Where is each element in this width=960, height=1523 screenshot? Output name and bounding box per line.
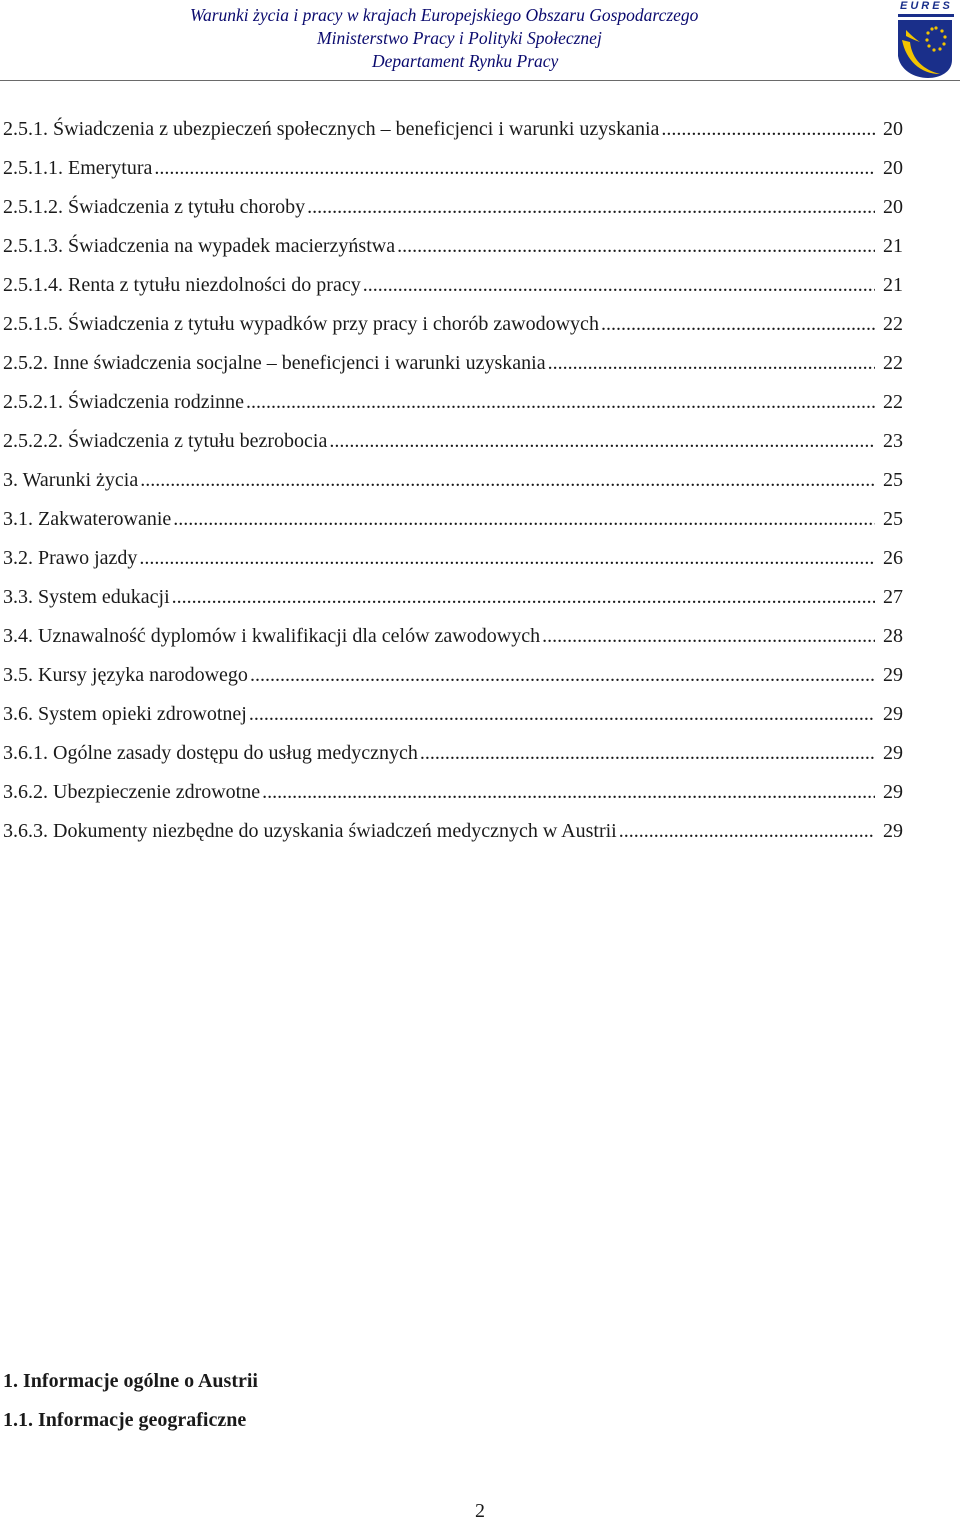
toc-dot-leader	[420, 741, 875, 765]
toc-entry[interactable]	[3, 702, 903, 741]
header-text-block	[190, 4, 770, 73]
toc-entry-page: 25	[883, 508, 903, 530]
toc-entry-page: 29	[883, 703, 903, 725]
toc-entry[interactable]	[3, 468, 903, 507]
toc-dot-leader	[661, 117, 875, 141]
toc-entry-page: 22	[883, 313, 903, 335]
toc-entry[interactable]	[3, 429, 903, 468]
toc-entry-label: 3.2. Prawo jazdy	[3, 547, 138, 569]
toc-entry-page: 25	[883, 469, 903, 491]
header-line-title: Warunki życia i pracy w krajach Europejskiego Obszaru Gospodarczego	[190, 5, 699, 25]
toc-entry[interactable]	[3, 624, 903, 663]
section-heading: 1. Informacje ogólne o Austrii	[3, 1370, 258, 1392]
toc-entry[interactable]	[3, 234, 903, 273]
toc-entry-page: 26	[883, 547, 903, 569]
toc-entry-page: 29	[883, 820, 903, 842]
toc-entry[interactable]	[3, 507, 903, 546]
header-divider	[0, 80, 960, 81]
toc-dot-leader	[139, 546, 875, 570]
toc-entry-page: 20	[883, 157, 903, 179]
toc-entry[interactable]	[3, 585, 903, 624]
toc-entry-page: 20	[883, 196, 903, 218]
toc-entry-label: 2.5.2.1. Świadczenia rodzinne	[3, 391, 245, 413]
toc-dot-leader	[397, 234, 875, 258]
toc-entry-page: 20	[883, 118, 903, 140]
eures-logo-text: EURES	[900, 0, 953, 12]
toc-entry[interactable]	[3, 390, 903, 429]
toc-entry-page: 27	[883, 586, 903, 608]
toc-dot-leader	[307, 195, 875, 219]
toc-entry-page: 21	[883, 235, 903, 257]
toc-entry-label: 2.5.1. Świadczenia z ubezpieczeń społecznych – beneficjenci i warunki uzyskania	[3, 118, 660, 140]
toc-entry-label: 3.5. Kursy języka narodowego	[3, 664, 248, 686]
toc-dot-leader	[140, 468, 875, 492]
toc-entry[interactable]	[3, 156, 903, 195]
toc-entry[interactable]	[3, 741, 903, 780]
toc-dot-leader	[172, 585, 875, 609]
toc-dot-leader	[542, 624, 875, 648]
toc-entry-label: 3.3. System edukacji	[3, 586, 170, 608]
toc-entry[interactable]	[3, 780, 903, 819]
header-line-department: Departament Rynku Pracy	[372, 51, 559, 71]
toc-entry[interactable]	[3, 273, 903, 312]
toc-entry[interactable]	[3, 312, 903, 351]
toc-dot-leader	[548, 351, 875, 375]
toc-entry-label: 2.5.1.3. Świadczenia na wypadek macierzyństwa	[3, 235, 396, 257]
toc-entry[interactable]	[3, 351, 903, 390]
toc-dot-leader	[173, 507, 875, 531]
toc-entry-label: 2.5.1.4. Renta z tytułu niezdolności do pracy	[3, 274, 361, 296]
toc-entry-page: 22	[883, 352, 903, 374]
toc-entry-label: 3.4. Uznawalność dyplomów i kwalifikacji dla celów zawodowych	[3, 625, 541, 647]
toc-entry[interactable]	[3, 546, 903, 585]
toc-entry-label: 2.5.2.2. Świadczenia z tytułu bezrobocia	[3, 430, 328, 452]
page-header	[0, 0, 960, 88]
eures-logo	[892, 0, 960, 80]
toc-dot-leader	[329, 429, 875, 453]
toc-entry-label: 3. Warunki życia	[3, 469, 139, 491]
toc-entry[interactable]	[3, 819, 903, 858]
toc-dot-leader	[154, 156, 875, 180]
toc-entry-page: 28	[883, 625, 903, 647]
toc-entry-label: 3.1. Zakwaterowanie	[3, 508, 172, 530]
toc-entry[interactable]	[3, 663, 903, 702]
toc-entry-label: 3.6.3. Dokumenty niezbędne do uzyskania świadczeń medycznych w Austrii	[3, 820, 617, 842]
toc-dot-leader	[363, 273, 875, 297]
table-of-contents	[3, 117, 903, 858]
toc-entry-label: 2.5.1.2. Świadczenia z tytułu choroby	[3, 196, 306, 218]
page-number: 2	[475, 1500, 485, 1522]
subsection-heading: 1.1. Informacje geograficzne	[3, 1409, 247, 1431]
toc-entry-page: 29	[883, 742, 903, 764]
toc-entry[interactable]	[3, 195, 903, 234]
toc-dot-leader	[619, 819, 875, 843]
eures-logo-icon	[892, 0, 960, 80]
header-line-ministry: Ministerstwo Pracy i Polityki Społecznej	[317, 28, 602, 48]
toc-entry-label: 3.6.1. Ogólne zasady dostępu do usług medycznych	[3, 742, 418, 764]
toc-entry-label: 2.5.1.1. Emerytura	[3, 157, 153, 179]
toc-dot-leader	[262, 780, 875, 804]
toc-entry-label: 2.5.2. Inne świadczenia socjalne – beneficjenci i warunki uzyskania	[3, 352, 546, 374]
toc-entry[interactable]	[3, 117, 903, 156]
toc-entry-label: 3.6.2. Ubezpieczenie zdrowotne	[3, 781, 261, 803]
toc-entry-page: 23	[883, 430, 903, 452]
toc-dot-leader	[601, 312, 875, 336]
toc-entry-page: 29	[883, 781, 903, 803]
toc-entry-page: 29	[883, 664, 903, 686]
toc-entry-page: 21	[883, 274, 903, 296]
toc-dot-leader	[246, 390, 875, 414]
toc-entry-label: 3.6. System opieki zdrowotnej	[3, 703, 247, 725]
toc-entry-label: 2.5.1.5. Świadczenia z tytułu wypadków przy pracy i chorób zawodowych	[3, 313, 599, 335]
toc-dot-leader	[249, 702, 875, 726]
toc-entry-page: 22	[883, 391, 903, 413]
toc-dot-leader	[250, 663, 875, 687]
